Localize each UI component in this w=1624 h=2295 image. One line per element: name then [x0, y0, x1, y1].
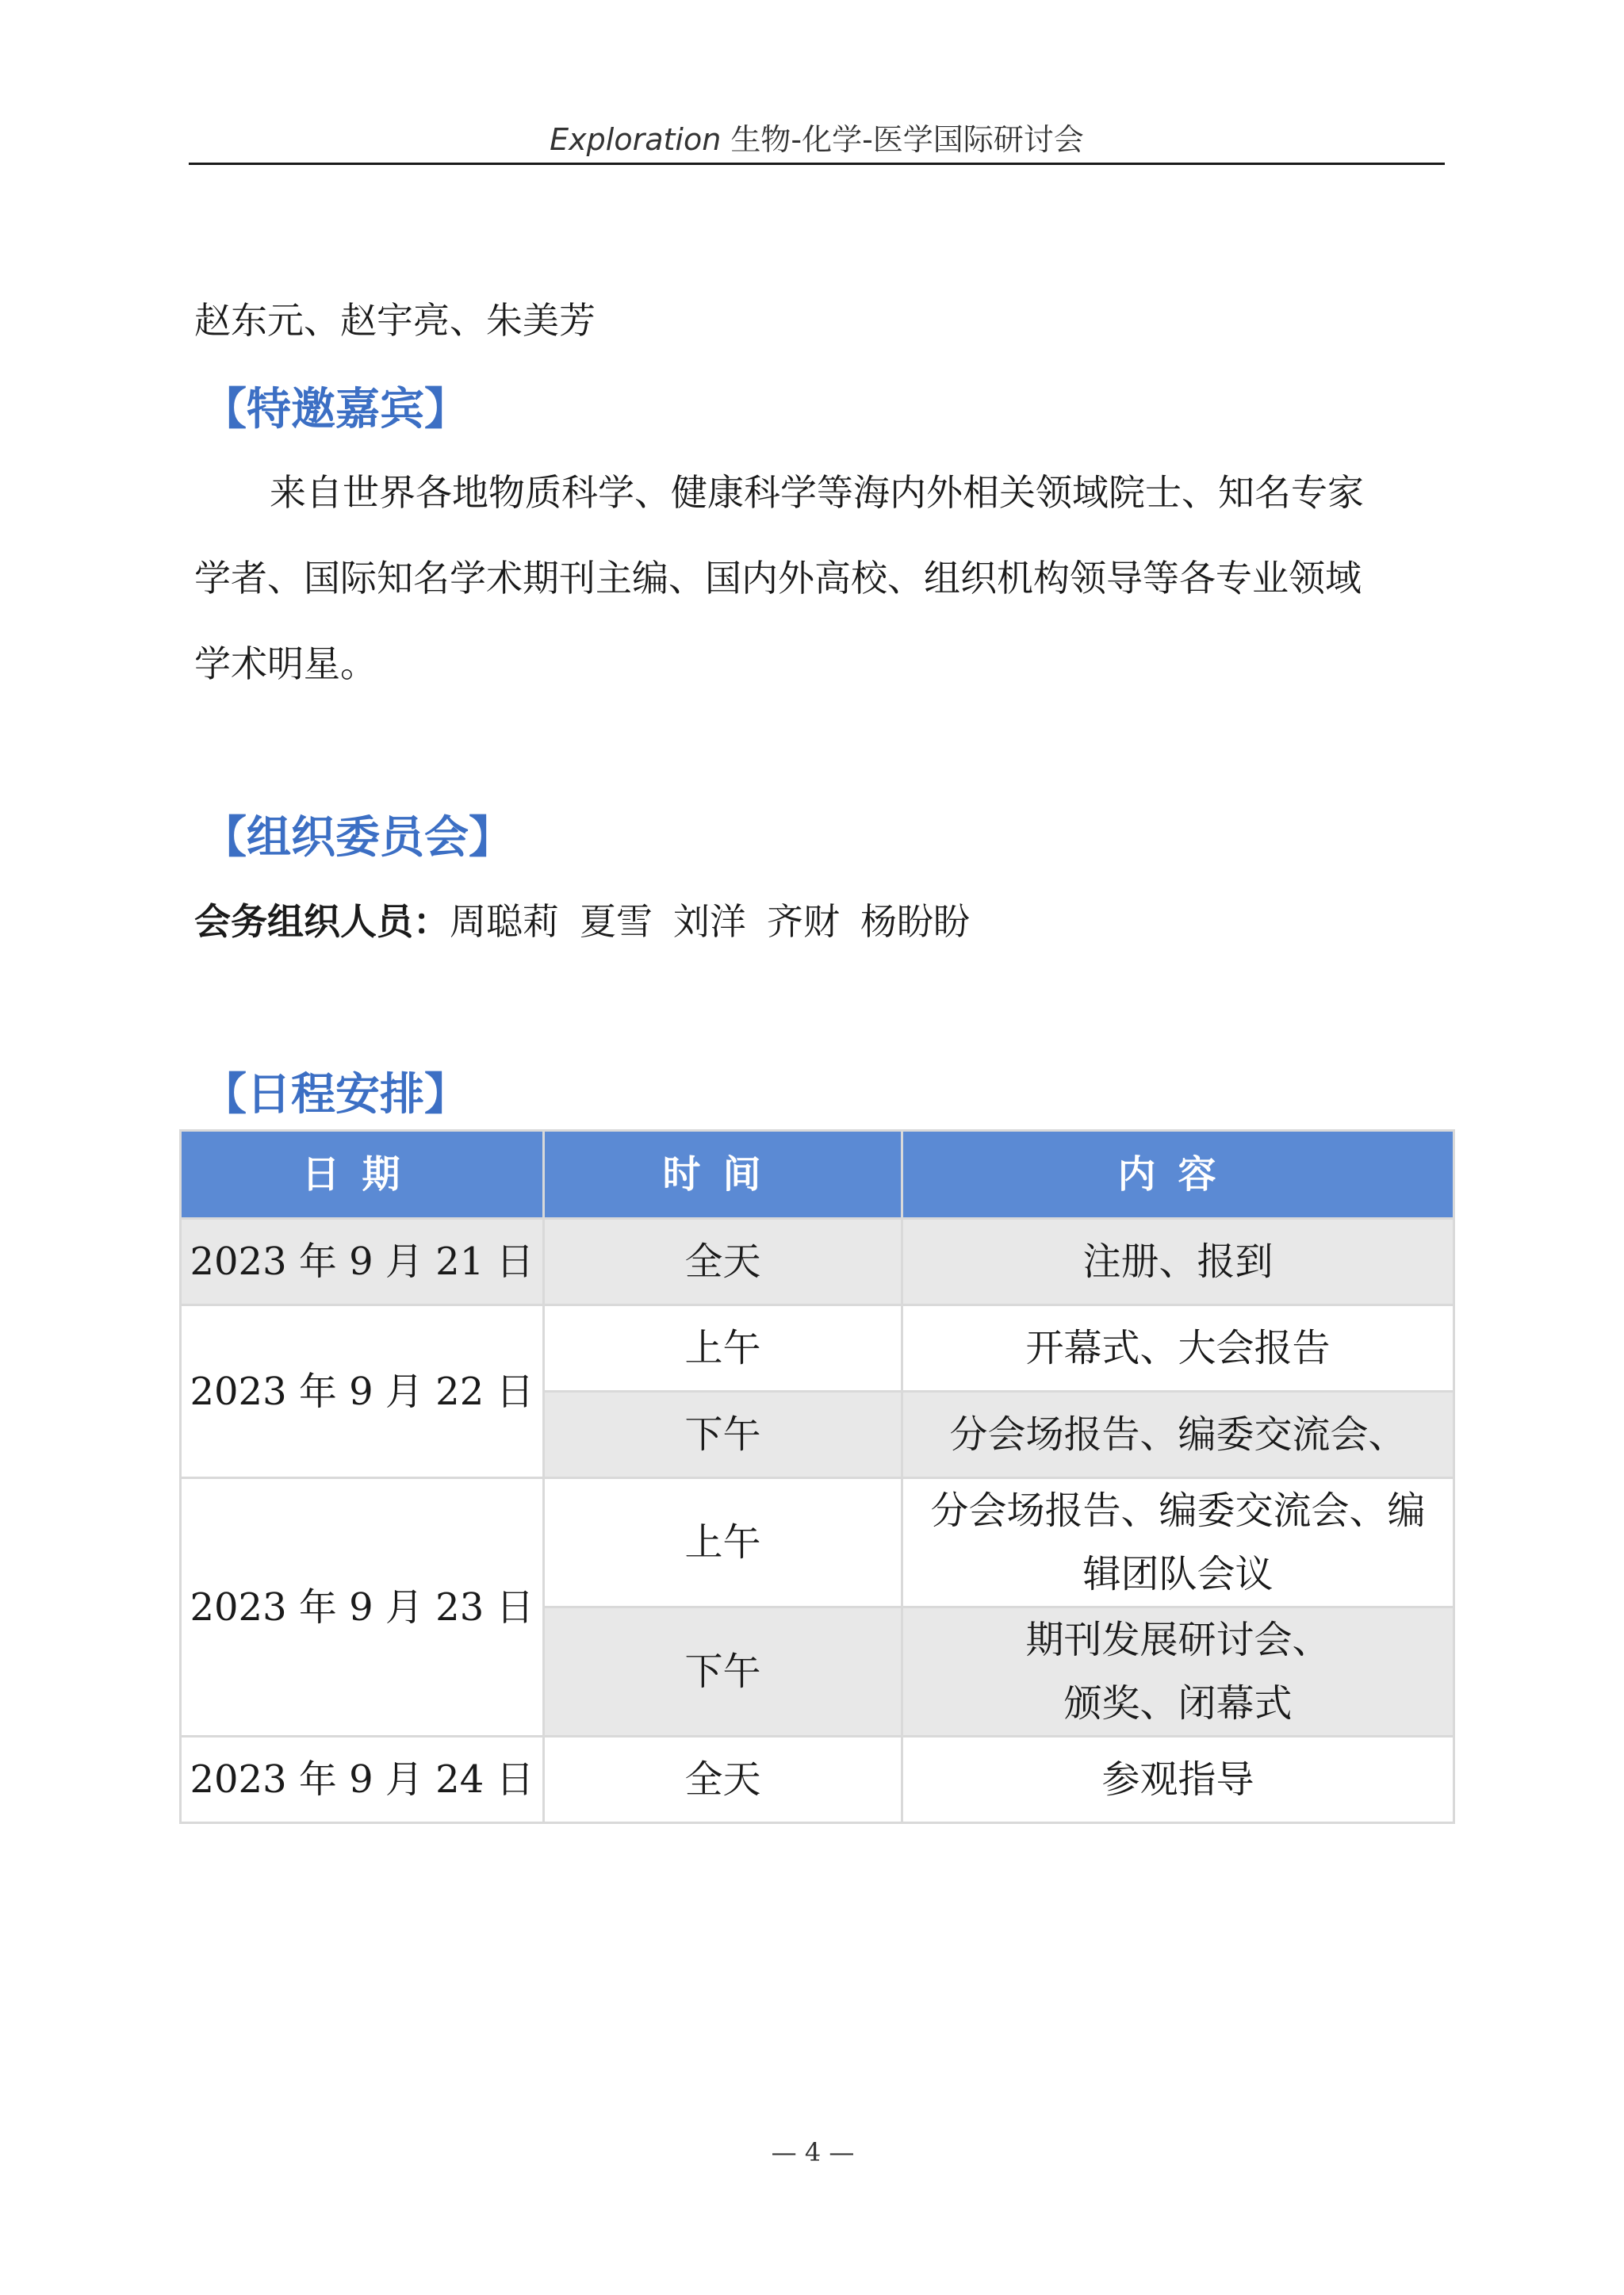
header-title-rest: 生物-化学-医学国际研讨会 — [721, 122, 1084, 157]
schedule-content-cell — [902, 1478, 1454, 1607]
guests-text-line-3: 学术明星。 — [194, 642, 377, 685]
committee-staff-label: 会务组织人员： — [194, 900, 450, 943]
committee-member: 杨盼盼 — [860, 900, 970, 943]
committee-section-title: 【组织委员会】 — [202, 812, 513, 864]
guests-text-line-2: 学者、国际知名学术期刊主编、国内外高校、组织机构领导等各专业领域 — [194, 557, 1362, 600]
schedule-content-line: 分会场报告、编委交流会、编 — [930, 1488, 1426, 1533]
schedule-content-cell: 参观指导 — [902, 1737, 1454, 1823]
committee-member: 齐财 — [767, 900, 840, 943]
table-row — [181, 1305, 1454, 1392]
schedule-time-cell: 下午 — [544, 1607, 902, 1737]
guests-section-title: 【特邀嘉宾】 — [202, 384, 469, 435]
schedule-content-line: 期刊发展研讨会、 — [1025, 1618, 1331, 1662]
schedule-content-line: 辑团队会议 — [1082, 1552, 1274, 1596]
schedule-date-cell: 2023 年 9 月 23 日 — [181, 1478, 544, 1737]
schedule-header-content: 内容 — [902, 1131, 1454, 1219]
page-number: — 4 — — [771, 2137, 855, 2167]
schedule-content-cell — [902, 1607, 1454, 1737]
schedule-header-row — [181, 1131, 1454, 1219]
committee-member: 刘洋 — [673, 900, 746, 943]
names-line: 赵东元、赵宇亮、朱美芳 — [194, 299, 596, 342]
schedule-date-cell: 2023 年 9 月 24 日 — [181, 1737, 544, 1823]
schedule-header-date: 日期 — [181, 1131, 544, 1219]
header-divider — [189, 163, 1445, 165]
schedule-content-cell: 注册、报到 — [902, 1219, 1454, 1305]
table-row — [181, 1478, 1454, 1607]
schedule-date-cell: 2023 年 9 月 21 日 — [181, 1219, 544, 1305]
schedule-content-line: 颁奖、闭幕式 — [1063, 1681, 1293, 1726]
schedule-time-cell: 下午 — [544, 1392, 902, 1478]
committee-member: 夏雪 — [580, 900, 653, 943]
schedule-date-cell: 2023 年 9 月 22 日 — [181, 1305, 544, 1478]
page-header — [190, 115, 1443, 159]
schedule-table — [179, 1129, 1455, 1824]
committee-staff-line — [194, 893, 990, 945]
table-row — [181, 1219, 1454, 1305]
schedule-time-cell: 全天 — [544, 1219, 902, 1305]
schedule-content-cell: 开幕式、大会报告 — [902, 1305, 1454, 1392]
guests-text-line-1: 来自世界各地物质科学、健康科学等海内外相关领域院士、知名专家 — [270, 471, 1364, 514]
schedule-section-title: 【日程安排】 — [202, 1069, 469, 1121]
header-title-italic: Exploration — [550, 122, 722, 157]
schedule-time-cell: 上午 — [544, 1305, 902, 1392]
schedule-time-cell: 全天 — [544, 1737, 902, 1823]
table-row — [181, 1737, 1454, 1823]
schedule-content-cell: 分会场报告、编委交流会、 — [902, 1392, 1454, 1478]
committee-member: 周聪莉 — [450, 900, 559, 943]
schedule-header-time: 时间 — [544, 1131, 902, 1219]
schedule-time-cell: 上午 — [544, 1478, 902, 1607]
